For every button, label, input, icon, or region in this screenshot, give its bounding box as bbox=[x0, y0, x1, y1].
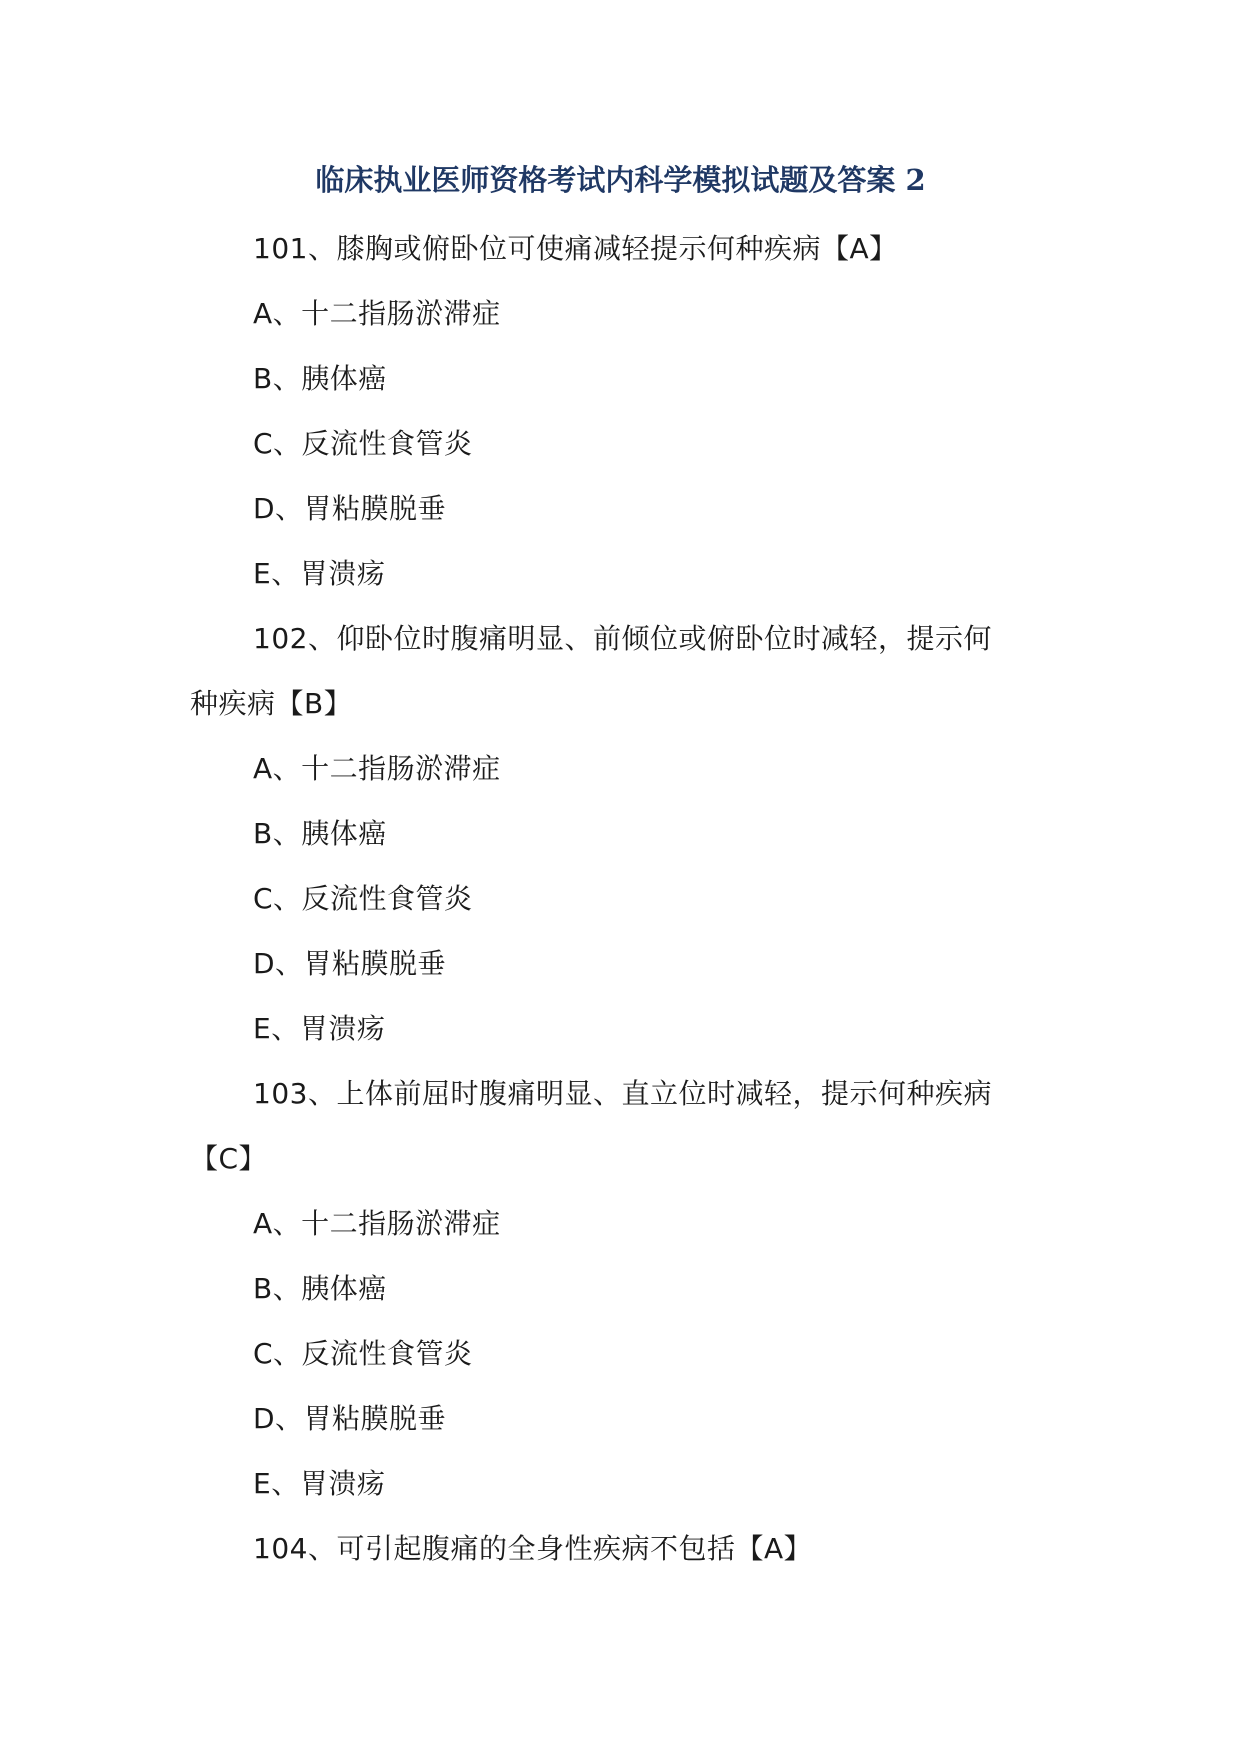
question-101-option-e: E、胃溃疡 bbox=[253, 557, 386, 590]
question-101-option-d: D、胃粘膜脱垂 bbox=[253, 492, 447, 525]
question-102-stem: 102、仰卧位时腹痛明显、前倾位或俯卧位时减轻，提示何 bbox=[253, 622, 992, 655]
question-102-option-e: E、胃溃疡 bbox=[253, 1012, 386, 1045]
question-103-stem-continued: 【C】 bbox=[190, 1142, 268, 1175]
question-103-option-b: B、胰体癌 bbox=[253, 1272, 387, 1305]
question-102-option-c: C、反流性食管炎 bbox=[253, 882, 473, 915]
question-102-option-d: D、胃粘膜脱垂 bbox=[253, 947, 447, 980]
question-103-stem: 103、上体前屈时腹痛明显、直立位时减轻，提示何种疾病 bbox=[253, 1077, 992, 1110]
question-104-stem: 104、可引起腹痛的全身性疾病不包括【A】 bbox=[253, 1532, 813, 1565]
question-101-stem: 101、膝胸或俯卧位可使痛减轻提示何种疾病【A】 bbox=[253, 232, 898, 265]
question-103-option-e: E、胃溃疡 bbox=[253, 1467, 386, 1500]
question-103-option-a: A、十二指肠淤滞症 bbox=[253, 1207, 501, 1240]
question-102-option-b: B、胰体癌 bbox=[253, 817, 387, 850]
question-102-option-a: A、十二指肠淤滞症 bbox=[253, 752, 501, 785]
page-title: 临床执业医师资格考试内科学模拟试题及答案 2 bbox=[315, 163, 926, 197]
question-102-stem-continued: 种疾病【B】 bbox=[190, 687, 353, 720]
question-101-option-c: C、反流性食管炎 bbox=[253, 427, 473, 460]
question-101-option-a: A、十二指肠淤滞症 bbox=[253, 297, 501, 330]
question-103-option-c: C、反流性食管炎 bbox=[253, 1337, 473, 1370]
question-103-option-d: D、胃粘膜脱垂 bbox=[253, 1402, 447, 1435]
question-101-option-b: B、胰体癌 bbox=[253, 362, 387, 395]
